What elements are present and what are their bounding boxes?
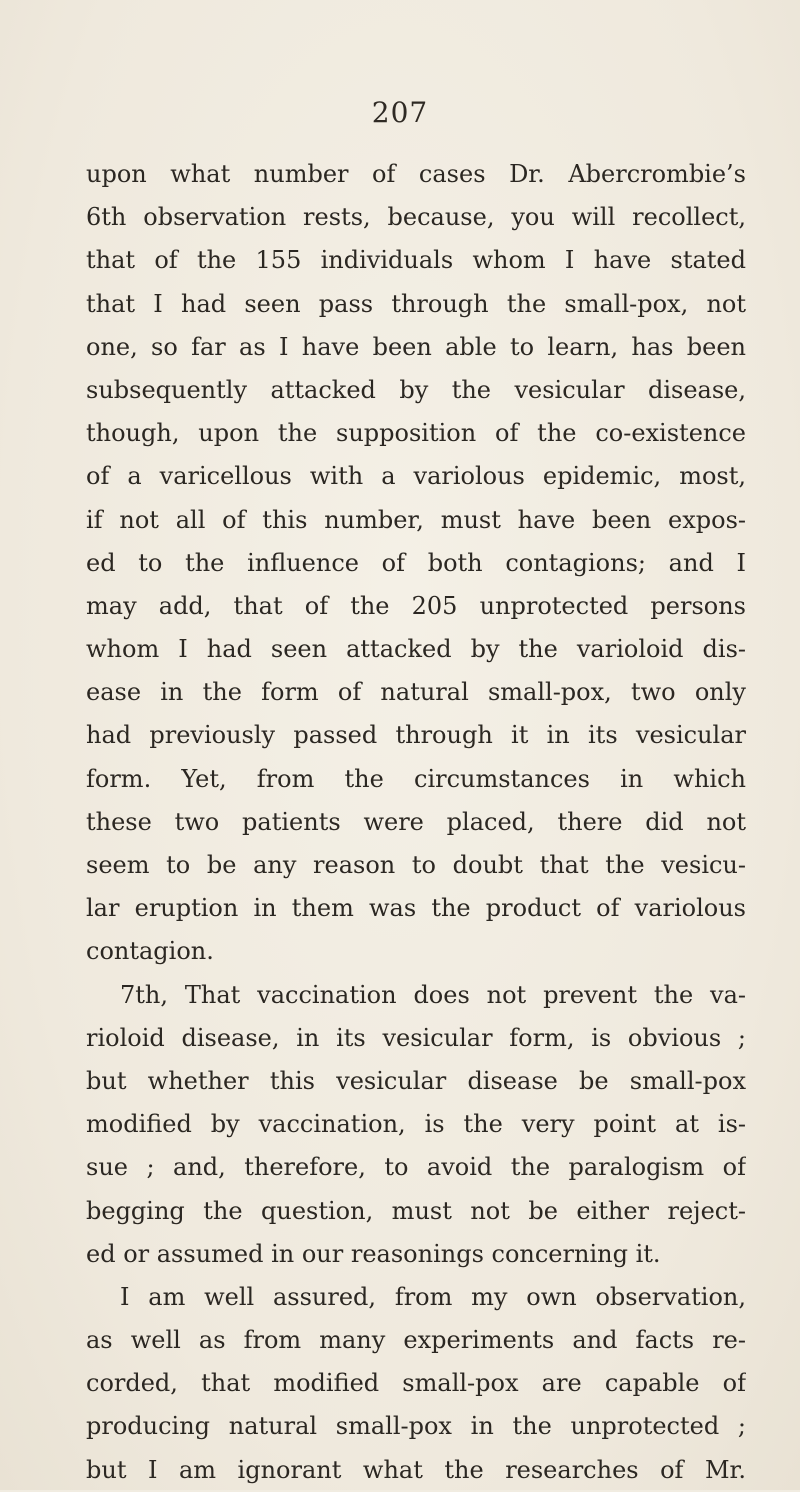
- text-line: 6th observation rests, because, you will recollect,: [86, 203, 746, 232]
- text-line: begging the question, must not be either reject-: [86, 1196, 746, 1225]
- text-line: though, upon the supposition of the co-existence: [86, 419, 746, 448]
- text-line: that of the 155 individuals whom I have stated: [86, 246, 746, 275]
- text-line: corded, that modified small-pox are capable of: [86, 1369, 746, 1398]
- text-line: sue ; and, therefore, to avoid the paralogism of: [86, 1153, 746, 1182]
- text-line: one, so far as I have been able to learn, has been: [86, 332, 746, 361]
- text-line: subsequently attacked by the vesicular disease,: [86, 375, 746, 404]
- text-line: of a varicellous with a variolous epidemic, most,: [86, 462, 746, 491]
- text-line: as well as from many experiments and facts re-: [86, 1326, 746, 1355]
- text-line: but I am ignorant what the researches of Mr.: [86, 1455, 746, 1484]
- text-line: upon what number of cases Dr. Abercrombie’s: [86, 160, 746, 188]
- text-line: form. Yet, from the circumstances in which: [86, 764, 746, 793]
- text-line: producing natural small-pox in the unprotected ;: [86, 1412, 746, 1441]
- text-line: I am well assured, from my own observation,: [120, 1282, 746, 1311]
- text-line: ease in the form of natural small-pox, two only: [86, 678, 746, 707]
- text-line: seem to be any reason to doubt that the vesicu-: [86, 851, 746, 879]
- text-line: whom I had seen attacked by the varioloid dis-: [86, 635, 746, 664]
- text-line: rioloid disease, in its vesicular form, is obvious ;: [86, 1023, 746, 1052]
- text-line: if not all of this number, must have been expos-: [86, 505, 746, 534]
- text-line: these two patients were placed, there did not: [86, 807, 746, 836]
- body-text: [86, 153, 746, 1492]
- text-line: contagion.: [86, 937, 214, 966]
- text-line: lar eruption in them was the product of variolous: [86, 894, 746, 923]
- text-line: that I had seen pass through the small-pox, not: [86, 289, 746, 318]
- text-line: ed or assumed in our reasonings concerning it.: [86, 1239, 661, 1268]
- text-line: 7th, That vaccination does not prevent the va-: [120, 980, 746, 1009]
- text-line: ed to the influence of both contagions; and I: [86, 548, 746, 577]
- text-line: may add, that of the 205 unprotected persons: [86, 591, 746, 620]
- text-line: had previously passed through it in its vesicular: [86, 721, 746, 750]
- page-number: 207: [371, 96, 429, 129]
- text-line: modified by vaccination, is the very point at is-: [86, 1110, 746, 1139]
- text-line: but whether this vesicular disease be small-pox: [86, 1066, 746, 1095]
